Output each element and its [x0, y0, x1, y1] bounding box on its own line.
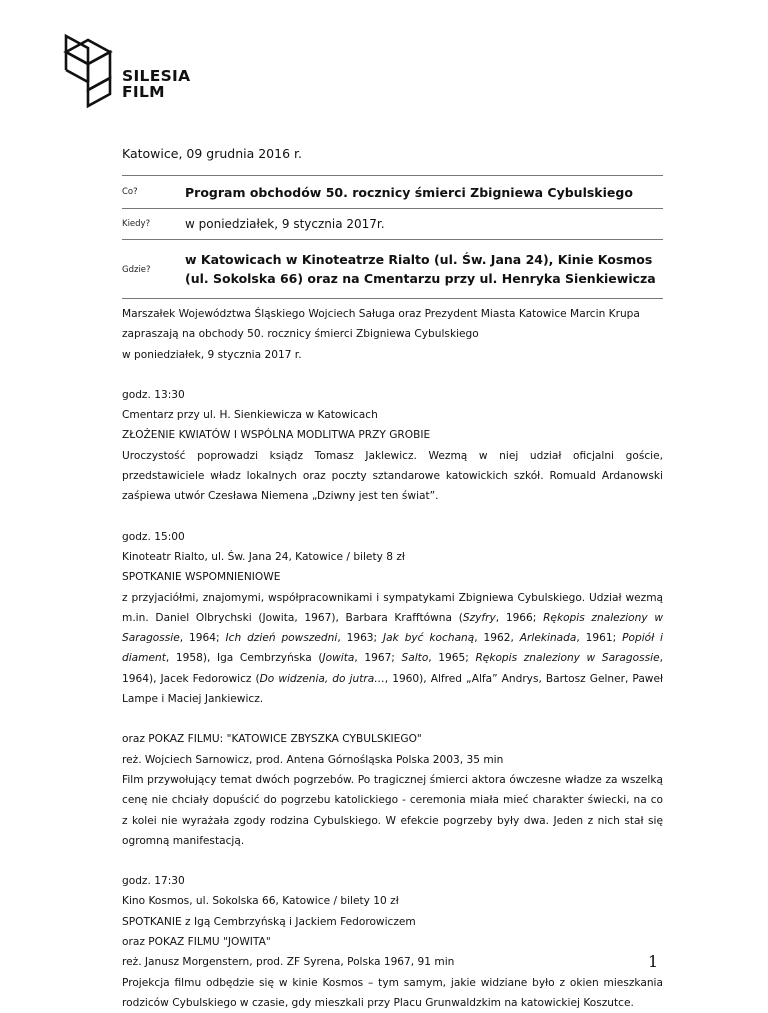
info-label: Gdzie?	[122, 240, 185, 299]
document-body	[122, 304, 663, 1013]
film-title: Arlekinada	[519, 632, 577, 645]
film-title: Jowita	[322, 652, 355, 665]
event3-description	[122, 973, 663, 1013]
info-value: Program obchodów 50. rocznicy śmierci Zbigniewa Cybulskiego	[185, 176, 663, 209]
event2-text-part: z przyjaciółmi, znajomymi, współpracownikami i sympatykami Zbigniewa Cybulskiego. Udział wezmą m.in.	[122, 591, 663, 624]
event2-title: SPOTKANIE WSPOMNIENIOWE	[122, 571, 281, 584]
event1-text-line: Niemena „Dziwny jest ten świat”.	[261, 490, 439, 503]
event2-text-part: , 1966;	[495, 611, 544, 624]
event2-place: Kinoteatr Rialto, ul. Św. Jana 24, Katowice / bilety 8 zł	[122, 550, 405, 563]
film1-description-line: wyrażała zgody rodzina Cybulskiego. W efekcie pogrzeby były dwa. Jeden z nich stał się ogromną	[122, 814, 663, 847]
film-title: Ich dzień powszedni	[225, 632, 338, 645]
event1-text-line: władz lokalnych oraz poczty sztandarowe katowickich szkół. Romuald Ardanowski zaśpiewa utwór Czesława	[122, 470, 663, 503]
film1-description-line: manifestacją.	[172, 834, 245, 847]
film1-description-line: Film przywołujący temat dwóch pogrzebów. Po tragicznej śmierci aktora ówczesne władze za wszelką cenę	[122, 773, 663, 807]
event3-description-line: Projekcja filmu odbędzie się w kinie Kosmos – tym samym, jakie widziane było z okien mieszkania rodziców	[122, 976, 663, 1009]
intro-line: zapraszają na obchody 50. rocznicy śmierci Zbigniewa Cybulskiego	[122, 328, 479, 341]
event2-text-part: Daniel Olbrychski (Jowita, 1967), Barbara Krafftówna (	[155, 611, 463, 624]
logo-wordmark	[122, 68, 190, 100]
event3-credits: reż. Janusz Morgenstern, prod. ZF Syrena, Polska 1967, 91 min	[122, 956, 455, 969]
film1-description-line: nie chciały dopuścić do pogrzebu katolickiego - ceremonia miała mieć charakter świecki, na co z kolei nie	[122, 794, 663, 827]
info-label: Kiedy?	[122, 209, 185, 240]
event2-text-part: , 1962,	[474, 632, 520, 645]
intro-line: w poniedziałek, 9 stycznia 2017 r.	[122, 348, 302, 361]
event1-time: godz. 13:30	[122, 388, 185, 401]
event2-text-part: , 1958), Iga	[165, 652, 234, 665]
logo-word-silesia: SILESIA	[122, 67, 191, 85]
film-title: Szyfry	[462, 611, 496, 624]
film-title: Salto	[401, 652, 429, 665]
info-label: Co?	[122, 176, 185, 209]
info-row-when	[122, 209, 663, 240]
event3-film: oraz POKAZ FILMU "JOWITA"	[122, 936, 271, 949]
event2-text-part: , 1964;	[179, 632, 220, 645]
info-row-where	[122, 240, 663, 299]
film-title: widzenia, do jutra…	[278, 672, 385, 685]
film-title: Do	[259, 672, 275, 685]
event2-text-part: , 1967;	[354, 652, 402, 665]
logo-word-film: FILM	[122, 83, 165, 101]
info-value: w poniedziałek, 9 stycznia 2017r.	[185, 209, 663, 240]
event2-text-part: , 1963;	[337, 632, 384, 645]
event2-text-part: , 1964), Jacek Fedorowicz (	[122, 652, 663, 685]
info-value: w Katowicach w Kinoteatrze Rialto (ul. Św. Jana 24), Kinie Kosmos (ul. Sokolska 66) oraz na Cmentarzu przy ul. Henryka Sienkiewicza	[185, 240, 663, 299]
event3-place: Kino Kosmos, ul. Sokolska 66, Katowice / bilety 10 zł	[122, 895, 399, 908]
film1-title: oraz POKAZ FILMU: "KATOWICE ZBYSZKA CYBULSKIEGO"	[122, 733, 422, 746]
event1-text	[122, 446, 663, 507]
silesia-film-logo	[60, 30, 200, 114]
event1-text-line: Uroczystość poprowadzi ksiądz Tomasz Jaklewicz. Wezmą w niej udział oficjalni goście, przedstawiciele	[122, 449, 663, 483]
event2-text-part: , 1961;	[576, 632, 623, 645]
event2-text-part: , 1965;	[428, 652, 476, 665]
event2-text	[122, 588, 663, 710]
event3-title: SPOTKANIE z Igą Cembrzyńską i Jackiem Fedorowiczem	[122, 915, 416, 928]
film-title: Popiół i diament	[122, 632, 664, 665]
film1-description	[122, 770, 663, 851]
event2-text-part: , 1960), Alfred „Alfa” Andrys, Bartosz Gelner, Paweł Lampe i Maciej Jankiewicz.	[122, 672, 664, 706]
page-number: 1	[648, 952, 659, 971]
logo-mark-icon	[60, 30, 120, 114]
event3-time: godz. 17:30	[122, 875, 185, 888]
event-info-table	[122, 175, 663, 299]
intro-line: Marszałek Województwa Śląskiego Wojciech Saługa oraz Prezydent Miasta Katowice Marcin Krupa	[122, 308, 640, 320]
event2-text-part: Cembrzyńska (	[239, 652, 323, 665]
film-title: Rękopis znaleziony w Saragossie	[475, 652, 660, 665]
film-title: Rękopis znaleziony w Saragossie	[122, 611, 663, 645]
info-row-what	[122, 176, 663, 209]
event2-time: godz. 15:00	[122, 530, 185, 543]
event1-title: ZŁOŻENIE KWIATÓW I WSPÓLNA MODLITWA PRZY GROBIE	[122, 429, 431, 442]
film-title: Jak być kochaną	[383, 632, 475, 645]
event1-place: Cmentarz przy ul. H. Sienkiewicza w Katowicach	[122, 409, 378, 422]
event3-description-line: Cybulskiego w czasie, gdy mieszkali przy Placu Grunwaldzkim na katowickiej Koszutce.	[172, 996, 634, 1009]
film1-credits: reż. Wojciech Sarnowicz, prod. Antena Górnośląska Polska 2003, 35 min	[122, 753, 504, 766]
document-date: Katowice, 09 grudnia 2016 r.	[122, 146, 302, 161]
